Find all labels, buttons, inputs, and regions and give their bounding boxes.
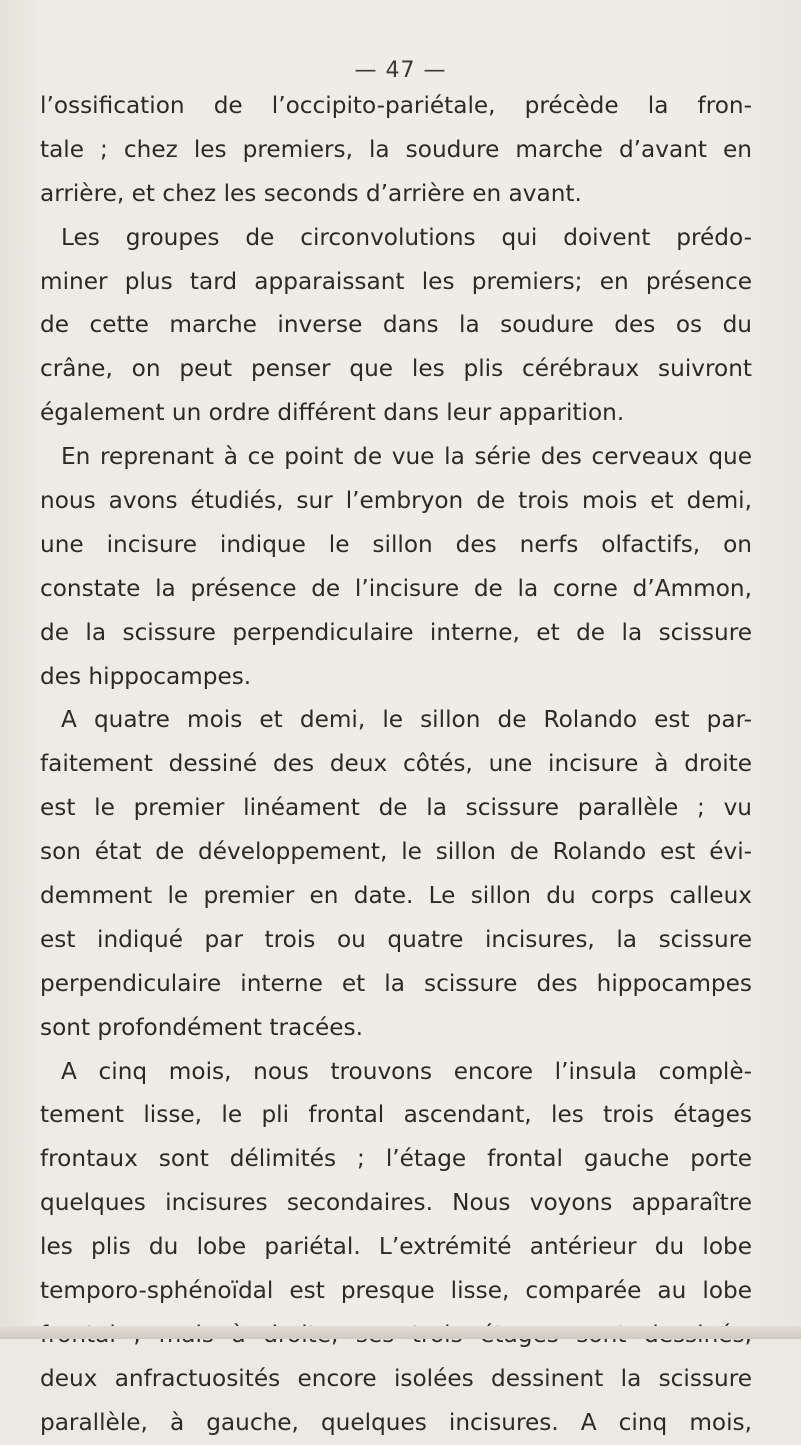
text-line: Les groupes de circonvolutions qui doivent prédo- — [61, 223, 752, 251]
text-line: les plis du lobe pariétal. L’extrémité antérieur du lobe — [40, 1233, 752, 1261]
text-line: l’ossification de l’occipito-pariétale, précède la fron- — [40, 92, 752, 119]
text-line: est le premier linéament de la scissure parallèle ; vu — [40, 794, 752, 822]
text-line: tale ; chez les premiers, la soudure marche d’avant en — [40, 135, 752, 163]
text-line: deux anfractuosités encore isolées dessinent la scissure — [40, 1364, 752, 1392]
text-line: constate la présence de l’incisure de la corne d’Ammon, — [40, 574, 752, 602]
text-line: arrière, et chez les seconds d’arrière en avant. — [40, 179, 582, 207]
text-line: faitement dessiné des deux côtés, une incisure à droite — [40, 750, 752, 778]
page-bottom-edge — [0, 1326, 801, 1339]
text-line: tement lisse, le pli frontal ascendant, les trois étages — [40, 1101, 752, 1129]
text-line: quelques incisures secondaires. Nous voyons apparaître — [40, 1189, 752, 1217]
text-line: de la scissure perpendiculaire interne, et de la scissure — [40, 618, 752, 646]
text-line: sont profondément tracées. — [40, 1013, 363, 1041]
text-line: de cette marche inverse dans la soudure des os du — [40, 311, 752, 339]
text-line: temporo-sphénoïdal est presque lisse, comparée au lobe — [40, 1277, 752, 1305]
text-line: demment le premier en date. Le sillon du corps calleux — [40, 882, 752, 910]
text-line: nous avons étudiés, sur l’embryon de trois mois et demi, — [40, 487, 752, 515]
text-line: frontaux sont délimités ; l’étage frontal gauche porte — [40, 1145, 752, 1173]
page-number: — 47 — — [354, 58, 447, 83]
text-line: des hippocampes. — [40, 662, 252, 690]
text-line: parallèle, à gauche, quelques incisures. A cinq mois, — [40, 1408, 752, 1436]
text-line: son état de développement, le sillon de Rolando est évi- — [40, 838, 752, 866]
text-line: A cinq mois, nous trouvons encore l’insula complè- — [61, 1057, 752, 1085]
body-text — [40, 84, 752, 1445]
text-line: également un ordre différent dans leur apparition. — [40, 399, 625, 427]
text-line: est indiqué par trois ou quatre incisures, la scissure — [40, 925, 752, 953]
text-line: miner plus tard apparaissant les premiers; en présence — [40, 267, 752, 295]
text-line: A quatre mois et demi, le sillon de Rolando est par- — [61, 706, 752, 734]
text-line: une incisure indique le sillon des nerfs olfactifs, on — [40, 530, 752, 558]
text-line: En reprenant à ce point de vue la série des cerveaux que — [61, 443, 752, 471]
text-line: crâne, on peut penser que les plis cérébraux suivront — [40, 355, 752, 383]
text-line: perpendiculaire interne et la scissure des hippocampes — [40, 969, 752, 997]
